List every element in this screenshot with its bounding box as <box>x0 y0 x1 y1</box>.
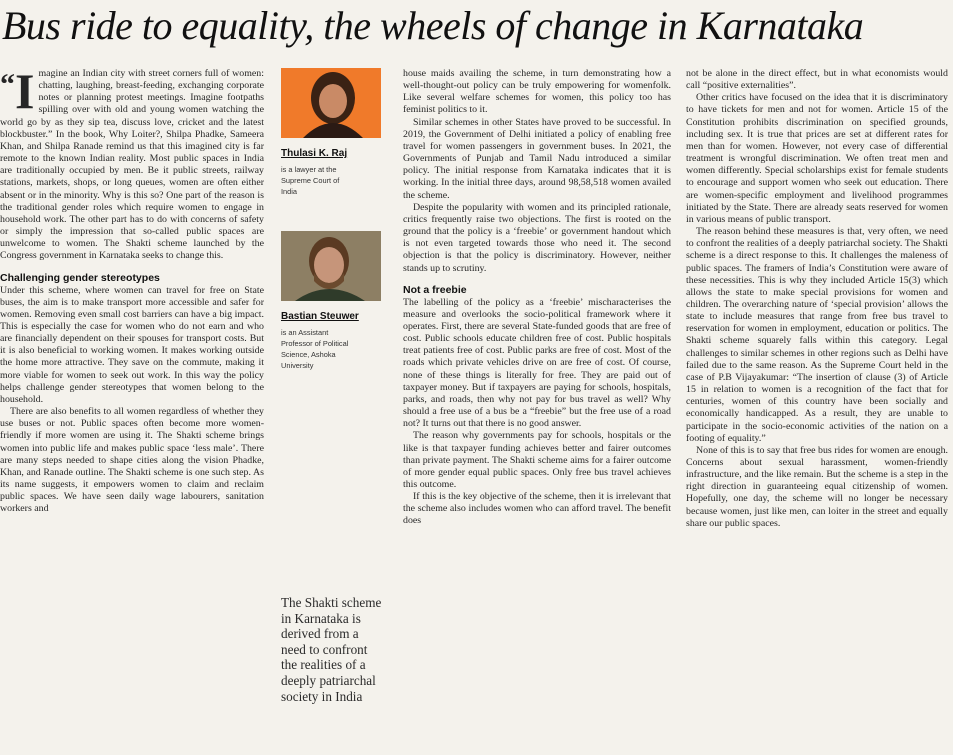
article-column-1 <box>0 68 264 755</box>
paragraph: There are also benefits to all women regardless of whether they use buses or not. Public spaces often become more women-friendly if more women are using it. The Shakti scheme brings women into public life and makes public space ‘less male’. There are many steps needed to shape cities along the vision Phadke, Khan, and Ranade outline. The Shakti scheme is one such step. As its name suggests, it empowers women to claim and reclaim public spaces. We have seen daily wage labourers, sanitation workers and <box>0 406 264 515</box>
paragraph: “I magine an Indian city with street corners full of women: chatting, laughing, breast-feeding, exchanging corporate notes or planning protest meetings. Imagine footpaths spilling over with old and young women watching the world go by as they sip tea, discuss love, cricket and the latest blockbuster.” In the book, Why Loiter?, Shilpa Phadke, Sameera Khan, and Shilpa Ranade remind us that this imagined city is far remote to the known Indian reality. Most public spaces in India are traditionally occupied by men. Be it public streets, railway stations, markets, shops, or long queues, women are often either absent or in the minority. Why is this so? One part of the reason is the traditional gender roles which require women to engage in household work. The other part has to do with concerns of safety or simply the impression that so-called public spaces are unwelcome to women. The Shakti scheme launched by the Congress government in Karnataka seeks to change this. <box>0 68 264 262</box>
drop-cap: “I <box>0 68 35 119</box>
subheading: Not a freebie <box>403 283 467 296</box>
paragraph: Despite the popularity with women and its principled rationale, critics frequently raise two objections. The first is rooted on the ground that the policy is a ‘freebie’ or government handout which is not even targeted towards those who need it. The second objection is that the policy is discriminatory. However, neither stands up to scrutiny. <box>403 201 671 274</box>
pull-quote: The Shakti scheme in Karnataka is derived from a need to confront the realities of a deeply patriarchal society in India <box>281 595 382 704</box>
paragraph: The reason why governments pay for schools, hospitals or the like is that taxpayer funding achieves better and fairer outcomes than private payment. The Shakti scheme aims for a fairer outcome of more gender equal public spaces. Only free bus travel achieves this outcome. <box>403 430 671 490</box>
paragraph: Similar schemes in other States have proved to be successful. In 2019, the Government of Delhi initiated a policy of enabling free travel for women passengers in government buses. In 2021, the Governments of Punjab and Tamil Nadu introduced a similar policy. The initial response from Karnataka indicates that it is working. In the initial three days, around 98,58,518 women availed the scheme. <box>403 116 671 201</box>
paragraph: house maids availing the scheme, in turn demonstrating how a well-thought-out policy can be truly empowering for womenfolk. Like several welfare schemes for women, this policy too has feminist politics to it. <box>403 68 671 116</box>
paragraph: The reason behind these measures is that, very often, we need to confront the realities of a deeply patriarchal society. The Shakti scheme is a direct response to this. It challenges the maleness of public spaces. The framers of India’s Constitution were aware of these necessities. This is why they included Article 15(3) which allows the state to make special provisions for women and children. The overarching nature of ‘special provision’ allows the state to include measures that range from free bus travel to reservation for women in employment, education or politics. The Shakti scheme squarely falls within this category. Legal challenges to similar schemes in other regions such as Delhi have failed due to the same reason. As the Supreme Court held in the case of P.B Vijayakumar: “The insertion of clause (3) of Article 15 in relation to women is a recognition of the fact that for centuries, women of this country have been socially and economically handicapped. As a result, they are unable to participate in the socio-economic activities of the nation on a footing of equality.” <box>686 226 948 444</box>
paragraph: The labelling of the policy as a ‘freebie’ mischaracterises the measure and overlooks the socio-political framework where it operates. First, there are several State-funded goods that are free of cost. Public schools educate children free of cost. Public hospitals treat patients free of cost. Public parks are free of cost. Most of the roads which private vehicles drive on are free of cost. Of course, none of these things is literally for free. They are paid out of taxpayer money. But if taxpayers are paying for schools, hospitals, parks, and roads, then why not pay for bus travel as well? Why should a free use of a bus be a “freebie” but the free use of a road not? It turns out that there is no good answer. <box>403 296 671 430</box>
author-name: Bastian Steuwer <box>281 311 359 322</box>
author-bio: is a lawyer at the Supreme Court of India <box>281 165 340 196</box>
paragraph: not be alone in the direct effect, but in what economists would call “positive externalities”. <box>686 68 948 92</box>
headline: Bus ride to equality, the wheels of change in Karnataka <box>2 3 864 48</box>
paragraph: None of this is to say that free bus rides for women are enough. Concerns about sexual harassment, women-friendly infrastructure, and the like remain. But the scheme is a step in the right direction in guaranteeing equal citizenship of women. Hopefully, one day, the scheme will no longer be necessary because women, just like men, can loiter in the street and equally share our public spaces. <box>686 444 948 529</box>
subheading: Challenging gender stereotypes <box>0 271 160 284</box>
author-photo <box>281 231 381 301</box>
article-column-3 <box>686 68 948 755</box>
article-column-2 <box>403 68 671 755</box>
paragraph: Under this scheme, where women can travel for free on State buses, the aim is to make transport more accessible and safer for women. Removing even small cost barriers can have a big impact. This is especially the case for women who do not earn and who are financially dependent on their spouses for transport costs. But it is also beneficial to working women. It makes working outside the home more attractive. They save on the commute, making it more viable for women to seek out work. In this way the policy helps challenge gender stereotypes that women belong to the household. <box>0 284 264 405</box>
paragraph: If this is the key objective of the scheme, then it is irrelevant that the scheme also includes women who can afford travel. The benefit does <box>403 491 671 527</box>
author-photo <box>281 68 381 138</box>
author-sidebar <box>281 68 393 755</box>
author-name: Thulasi K. Raj <box>281 148 348 159</box>
paragraph: Other critics have focused on the idea that it is discriminatory to have tickets for men and not for women. Article 15 of the Constitution prohibits discrimination on specified grounds, including sex. It is true that prices are set at different rates for men than for women. However, not every case of differential treatment is wrongful discrimination. We often treat men and women differently. Special scholarships exist for female students to encourage and support women who seek out education. There are women-specific employment and livelihood programmes initiated by the State. There are already seats reserved for women in various means of public transport. <box>686 92 948 225</box>
author-bio: is an Assistant Professor of Political Science, Ashoka University <box>281 328 349 370</box>
